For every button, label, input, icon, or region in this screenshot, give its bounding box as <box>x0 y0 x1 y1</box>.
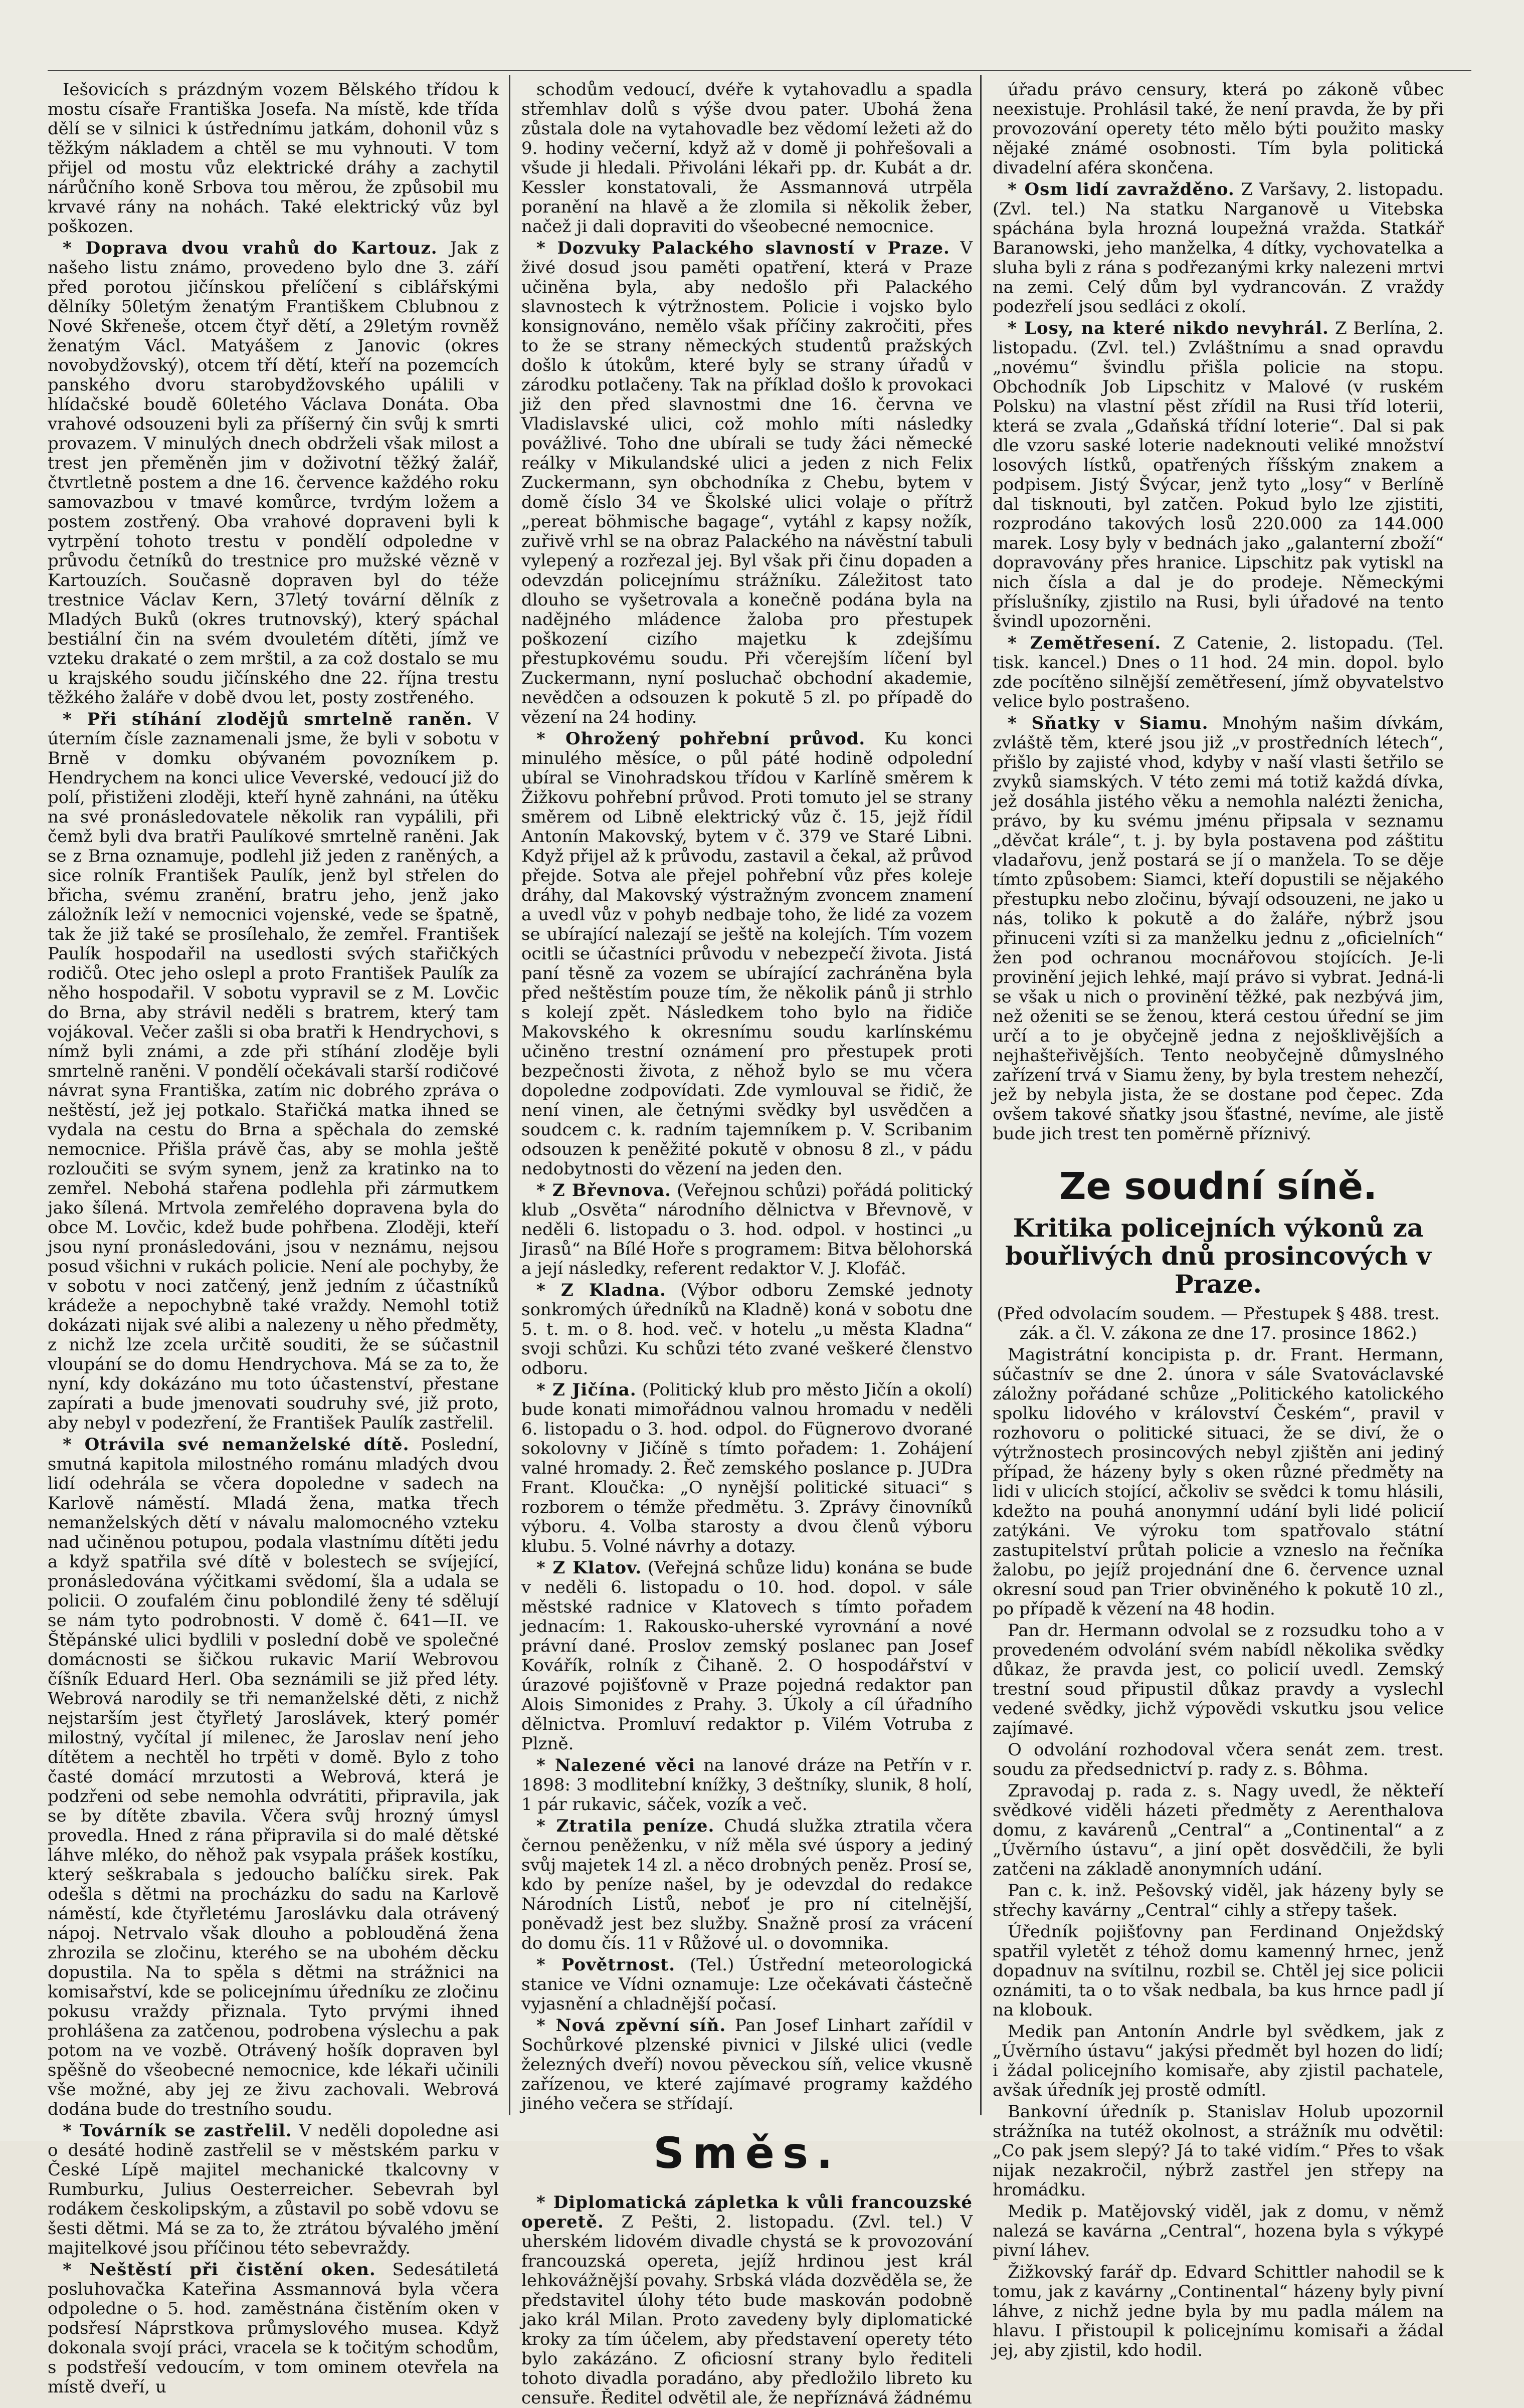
article-text: schodům vedoucí, dvéře k vytahovadlu a spadla střemhlav dolů s výše dvou pater. Ubohá žena zůstala dole na vytahovadle bez vědomí ležeti až do 9. hodiny večerní, když až v domě ji pohřešovali a všude ji hledali. Přivoláni lékaři pp. dr. Kubát a dr. Kessler konstatovali, že Assmannová utrpěla poranění na hlavě a že zlomila si několik žeber, načež ji dali dopraviti do všeobecné nemocnice. <box>521 80 973 237</box>
article-text: Medik p. Matějovský viděl, jak z domu, v němž nalezá se kavárna „Central“, hozena byla s výkypé pivní láhev. <box>993 2201 1444 2261</box>
article-text: O odvolání rozhodoval včera senát zem. trest. soudu za předsednictví p. rady z. s. Bôhma. <box>993 1740 1444 1779</box>
article-heading: * Ztratila peníze. <box>536 1816 715 1836</box>
article-heading: * Z Břevnova. <box>536 1180 671 1200</box>
article-heading: * Z Klatov. <box>536 1558 642 1578</box>
article-heading: * Továrník se zastřelil. <box>63 2121 292 2141</box>
article-text: Pan c. k. inž. Pešovský viděl, jak házeny byly se střechy kavárny „Central“ cihly a střepy tašek. <box>993 1881 1444 1920</box>
article-heading: * Otrávila své nemanželské dítě. <box>63 1435 410 1455</box>
section-title-court: Ze soudní síně. <box>1059 1165 1378 1208</box>
article-text: * Nalezené věci na lanové dráze na Petřín v r. 1898: 3 modlitební knížky, 3 deštníky, slunik, 8 holí, 1 pár rukavic, sáček, vozík a več. <box>521 1755 973 1815</box>
column-2 <box>521 80 973 2408</box>
article-text: * Z Klatov. (Veřejná schůze lidu) konána se bude v neděli 6. listopadu o 10. hod. dopol. v sále městské radnice v Klatovech s tímto pořadem jednacím: 1. Rakousko-uherské vyrovnání a nové právní dané. Proslov zemský poslanec pan Josef Kovářík, rolník z Čihaně. 2. O hospodářství v úrazové pojišťovně v Praze pojedná redaktor pan Alois Simonides z Prahy. 3. Úkoly a cíl úřadního dělnictva. Promluví redaktor p. Vilém Votruba z Plzně. <box>521 1558 973 1754</box>
article-subhead: (Před odvolacím soudem. — Přestupek § 488. trest. zák. a čl. V. zákona ze dne 17. prosince 1862.) <box>997 1304 1440 1343</box>
article-text: * Nová zpěvní síň. Pan Josef Linhart zařídil v Sochůrkové plzenské pivnici v Jilské ulici (vedle železných dveří) novou pěveckou síň, velice vkusně zařízenou, ve které zajímavé programy každého jiného večera se střídají. <box>521 2016 973 2114</box>
article-heading: * Sňatky v Siamu. <box>1008 713 1209 733</box>
article-text: * Osm lidí zavražděno. Z Varšavy, 2. listopadu. (Zvl. tel.) Na statku Narganově u Vitebska spáchána byla hrozná loupežná vražda. Statkář Baranowski, jeho manželka, 4 dítky, vychovatelka a sluha byli z rána s podřezanými krky nalezeni mrtvi na zemi. Celý dům byl vydrancován. Z vraždy podezřelí jsou sedláci z okolí. <box>993 179 1444 317</box>
article-heading: * Ohrožený pohřební průvod. <box>536 729 866 749</box>
article-heading: * Zemětřesení. <box>1008 633 1162 653</box>
article-heading: * Z Jičína. <box>536 1380 637 1400</box>
article-text: * Doprava dvou vrahů do Kartouz. Jak z našeho listu známo, provedeno bylo dne 3. září před porotou jičínskou přelíčení s ciblářskými dělníky 50letým ženatým Františkem Cblubnou z Nové Skřeneše, otcem čtyř dětí, a 29letým rovněž ženatým Václ. Matyášem z Janovic (okres novobydžovský), otcem tří dětí, kteří na pozemcích panského dvoru starobydžovského upálili v hlídačské boudě 60letého Václava Donáta. Oba vrahové odsouzeni byli za příšerný čin svůj k smrti provazem. V minulých dnech obdrželi však milost a trest jen přeměněn jim v doživotní těžký žalář, čtvrtletně postem a dne 16. července každého roku samovazbou v tmavé komůrce, tvrdým ložem a postem zostřený. Oba vrahové dopraveni byli k vytrpění tohoto trestu v pondělí odpoledne v průvodu četníků do trestnice pro mužské vězně v Kartouzích. Současně dopraven byl do téže trestnice Václav Kern, 37letý tovární dělník z Mladých Buků (okres trutnovský), který spáchal bestiální čin na svém dvouletém dítěti, jímž ve vzteku drakaté o zem mrštil, a za což dostalo se mu u krajského soudu jičínského dne 22. října trestu těžkého žaláře v době dvou let, posty zostřeného. <box>48 238 499 708</box>
article-heading: * Povětrnost. <box>536 1955 676 1975</box>
article-text: Pan dr. Hermann odvolal se z rozsudku toho a v provedeném odvolání svém nabídl několika svědky důkaz, že pravda jest, co policií uvedl. Zemský trestní soud připustil důkaz pravdy a vyslechl vedené svědky, jichž výpovědi vskutku jsou velice zajímavé. <box>993 1621 1444 1738</box>
article-text: * Zemětřesení. Z Catenie, 2. listopadu. (Tel. tisk. kancel.) Dnes o 11 hod. 24 min. dopol. bylo zde pocítěno silnější zemětřesení, jímž obyvatelstvo velice bylo postrašeno. <box>993 633 1444 712</box>
top-rule <box>48 70 1471 71</box>
article-text: Bankovní úředník p. Stanislav Holub upozornil strážníka na tutéž okolnost, a strážník mu odvětil: „Co pak jsem slepý? Já to také vidím.“ Přes to však nijak nezakročil, nýbrž zastřel jen střepy na hromádku. <box>993 2102 1444 2200</box>
article-text: * Sňatky v Siamu. Mnohým našim dívkám, zvláště těm, které jsou již „v prostředních létech“, přišlo by zajisté vhod, kdyby v naší vlasti šetřilo se zvyků siamských. V této zemi má totiž každá dívka, jež dosáhla jistého věku a nemohla nalézti ženicha, právo, by ku svému jménu připsala v seznamu „děvčat krále“, t. j. by byla postavena pod záštitu vladařovu, jenž postará se jí o manžela. To se děje tímto způsobem: Siamci, kteří dopustili se nějakého přestupku nebo zločinu, bývají odsouzeni, ne jako u nás, toliko k pokutě a do žaláře, nýbrž jsou přinuceni vzíti si za manželku jednu z „oficielních“ žen pod ochranou mocnářovou stojících. Je-li provinění jejich lehké, mají právo si vybrat. Jedná-li se však u nich o provinění těžké, pak nezbývá jim, než oženiti se se ženou, která cestou úřední se jim určí a to je obyčejně jedna z nejošklivějších a nejhašteřivějších. Tento neobyčejně důmyslného zařízení trvá v Siamu ženy, by byla trestem nehezčí, jež by nebyla jista, že se dostane pod čepec. Zda ovšem takové sňatky jsou šťastné, nevíme, ale jistě bude jich trest ten poměrně příznivý. <box>993 713 1444 1144</box>
article-text: * Ohrožený pohřební průvod. Ku konci minulého měsíce, o půl páté hodině odpolední ubíral se Vinohradskou třídou v Karlíně směrem k Žižkovu pohřební průvod. Proti tomuto jel se strany směrem od Libně elektrický vůz č. 15, jejž řídil Antonín Makovský, bytem v č. 379 ve Staré Libni. Když přijel až k průvodu, zastavil a čekal, až průvod přejde. Sotva ale přejel pohřební vůz přes koleje dráhy, dal Makovský výstražným zvoncem znamení a uvedl vůz v pohyb nedbaje toho, že lidé za vozem se ubírající nalezají se ještě na kolejích. Tím vozem ocitli se účastníci průvodu v nebezpečí života. Jistá paní těsně za vozem se ubírající zachráněna byla před neštěstím pouze tím, že několik pánů ji strhlo s kolejí zpět. Následkem toho bylo na řidiče Makovského k okresnímu soudu karlínskému učiněno trestní oznámení pro přestupek proti bezpečnosti života, z něhož bylo se mu včera dopoledne zodpovídati. Zde vymlouval se řidič, že není vinen, ale četnými svědky byl usvědčen a soudcem c. k. radním tajemníkem p. V. Scribanim odsouzen k peněžité pokutě v obnosu 8 zl., v pádu nedobytnosti do vězení na jeden den. <box>521 729 973 1179</box>
column-1 <box>48 80 499 2397</box>
article-text: Iešovicích s prázdným vozem Bělského třídou k mostu císaře Františka Josefa. Na místě, kde třída dělí se v silnici k ústřednímu jatkám, dohonil vůz s těžkým nákladem a chtěl se mu vyhnouti. V tom přijel od mostu vůz elektrické dráhy a zachytil nárůčního koně Srbova tou měrou, že způsobil mu krvavé rány na nohách. Také elektrický vůz byl poškozen. <box>48 80 499 237</box>
article-text: Medik pan Antonín Andrle byl svědkem, jak z „Úvěrního ústavu“ jakýsi předmět byl hozen do lidí; i žádal policejního komisaře, aby zjistil pachatele, avšak úředník jej prostě odmítl. <box>993 2022 1444 2100</box>
article-text: * Z Kladna. (Výbor odboru Zemské jednoty sonkromých úředníků na Kladně) koná v sobotu dne 5. t. m. o 8. hod. več. v hotelu „u města Kladna“ svoji schůzi. Ku schůzi této zvané veškeré členstvo odboru. <box>521 1280 973 1378</box>
article-heading: * Losy, na které nikdo nevyhrál. <box>1008 318 1329 338</box>
column-3 <box>993 80 1444 2360</box>
section-title-smes: Směs. <box>653 2128 841 2178</box>
article-text: * Ztratila peníze. Chudá služka ztratila včera černou peněženku, v níž měla své úspory a jediný svůj majetek 14 zl. a něco drobných peněz. Prosí se, kdo by peníze našel, by je odevzdal do redakce Národních Listů, neboť je pro ní citelnější, poněvadž jest bez služby. Snažně prosí za vrácení do domu čís. 11 v Růžové ul. o dovomnika. <box>521 1816 973 1953</box>
article-heading: * Diplomatická zápletka k vůli francouzské operetě. <box>521 2192 973 2232</box>
article-heading: * Z Kladna. <box>536 1280 666 1300</box>
article-text: Zpravodaj p. rada z. s. Nagy uvedl, že někteří svědkové viděli házeti předměty z Aerenthalova domu, z kavárenů „Central“ a „Continental“ a z „Úvěrního ústavu“, a jiní opět dosvědčili, že byli zatčeni na základě anonymních udání. <box>993 1781 1444 1879</box>
article-text: * Továrník se zastřelil. V neděli dopoledne asi o desáté hodině zastřelil se v městském parku v České Lípě majitel mechanické tkalcovny v Rumburku, Julius Oesterreicher. Sebevrah byl rodákem českolipským, a zůstavil po sobě vdovu se šesti dětmi. Má se za to, že ztrátou bývalého jmění majitelkové jsou příčinou této sebevraždy. <box>48 2121 499 2258</box>
article-heading: * Nová zpěvní síň. <box>536 2016 726 2036</box>
article-heading: * Osm lidí zavražděno. <box>1008 179 1235 199</box>
article-text: * Z Břevnova. (Veřejnou schůzi) pořádá politický klub „Osvěta“ národního dělnictva v Břevnově, v neděli 6. listopadu o 3. hod. odpol. v hostinci „u Jirasů“ na Bílé Hoře s programem: Bitva bělohorská a její následky, referent redaktor V. J. Klofáč. <box>521 1180 973 1279</box>
article-title: Kritika policejních výkonů za bouřlivých dnů prosincových v Praze. <box>1005 1213 1431 1299</box>
article-text: Úředník pojišťovny pan Ferdinand Onježdský spatřil vyletět z téhož domu kamenný hrnec, jenž dopadnuv na svítilnu, rozbil se. Chtěl jej sice policii oznámiti, ta o to však nedbala, ba kus hrnce padl jí na klobouk. <box>993 1922 1444 2020</box>
article-text: * Neštěstí při čistění oken. Sedesátiletá posluhovačka Kateřina Assmannová byla včera odpoledne o 5. hod. zaměstnána čistěním oken v podsřesí Náprstkova průmyslového musea. Když dokonala svojí práci, vracela se k točitým schodům, s podstřeší vedoucím, v tom ominem otevřela na místě dveří, u <box>48 2260 499 2397</box>
article-text: úřadu právo censury, která po zákoně vůbec neexistuje. Prohlásil také, že není pravda, že by při provozování operety této mělo býti použito masky nějaké známé osobnosti. Tím byla politická divadelní aféra skončena. <box>993 80 1444 178</box>
article-heading: * Při stíhání zlodějů smrtelně raněn. <box>63 709 473 729</box>
article-text: * Otrávila své nemanželské dítě. Poslední, smutná kapitola milostného románu mladých dvou lidí odehrála se včera dopoledne v sadech na Karlově náměstí. Mladá žena, matka třech nemanželských dětí v návalu malomocného vzteku nad učiněnou potupou, podala vlastnímu dítěti jedu a když spatřila své dítě v bolestech se svíjející, pronásledována výčitkami svědomí, šla a udala se policii. O zoufalém činu poblondilé ženy té sdělují se nám tyto podrobnosti. V domě č. 641—II. ve Štěpánské ulici bydlili v poslední době ve společné domácnosti se šičkou rukavic Marií Webrovou číšník Eduard Herl. Oba seznámili se již před léty. Webrová narodily se tři nemanželské děti, z nichž nejstarším jest čtyřletý Jaroslávek, který pomér milostný, vyčítal jí milenec, že Jaroslav není jeho dítětem a nechtěl ho trpěti v domě. Bylo z toho časté domácí mrzutosti a Webrová, která je podzřeni od sebe nemohla odvrátiti, připravila, jak se by dítěte zbavila. Včera svůj hrozný úmysl provedla. Hned z rána připravila si do malé dětské láhve mléko, do něhož pak vsypala prášek kostíku, který seškrabala s jedoucho balíčku sirek. Pak odešla s dětmi na procházku do sadu na Karlově náměstí, kde čtyřletému Jaroslávku dala otrávený nápoj. Netrvalo však dlouho a poblouděná žena zhrozila se zločinu, kterého se na ubohém děcku dopustila. Na to spěla s dětmi na strážnici na komisařství, kde se policejnímu úředníku ze zločinu pokusu vraždy přiznala. Tyto prvými ihned prohlášena za zatčenou, podrobena výslechu a pak potom na ve vozbě. Otrávený hošík dopraven byl spěšně do všeobecné nemocnice, kde lékaři učinili vše možné, aby jej ze živu zachovali. Webrová dodána bude do trestního soudu. <box>48 1435 499 2119</box>
article-text: * Při stíhání zlodějů smrtelně raněn. V úterním čísle zaznamenali jsme, že byli v sobotu v Brně v domku obývaném povozníkem p. Hendrychem na konci ulice Veverské, vedoucí již do polí, přistiženi zloději, kteří hyně zahnáni, na útěku na své pronásledovatele několik ran vypálili, při čemž byli dva bratři Paulíkové smrtelně raněni. Jak se z Brna oznamuje, podlehl již jeden z raněných, a sice rolník František Paulík, jenž byl střelen do břicha, svému zranění, bratru jeho, jenž jako záložník leží v nemocnici vojenské, vede se špatně, tak že již také se prosílehalo, že zemřel. František Paulík hospodařil na usedlosti svých stařičkých rodičů. Otec jeho oslepl a proto František Paulík za něho hospodařil. V sobotu vypravil se z M. Lovčic do Brna, aby strávil neděli s bratrem, který tam vojákoval. Večer zašli si oba bratři k Hendrychovi, s nímž byli známi, a zde při stíhání zloděje byli smrtelně raněni. V pondělí očekávali starší rodičové návrat syna Františka, zatím nic dobrého zpráva o neštěstí, jež jej potkalo. Stařičká matka ihned se vydala na cestu do Brna a spěchala do zemské nemocnice. Přišla právě čas, aby se mohla ještě rozloučiti se svým synem, jenž za kratinko na to zemřel. Nebohá stařena podlehla při zármutkem jako šílená. Mrtvola zemřelého dopravena byla do obce M. Lovčic, kdež bude pohřbena. Zloději, kteří jsou nyní pronásledováni, jsou v neznámu, nejsou posud všichni v rukách policie. Není ale pochyby, že v sobotu v noci zatčený, jenž jedním z účastníků krádeže a nepochybně také vraždy. Nemohl totiž dokázati nijak své alibi a nalezeny u něho předměty, z nichž lze zcela určitě souditi, že se súčastnil vloupání se do domu Hendrychova. Má se za to, že nyní, kdy dokázáno mu toto účastenství, přestane zapírati a bude jmenovati soudruhy své, již proto, aby nebyl v podezření, že František Paulík zastřelil. <box>48 709 499 1433</box>
article-heading: * Nalezené věci <box>536 1755 696 1775</box>
article-heading: * Dozvuky Palackého slavností v Praze. <box>536 238 950 258</box>
article-heading: * Doprava dvou vrahů do Kartouz. <box>63 238 438 258</box>
article-text: * Dozvuky Palackého slavností v Praze. V živé dosud jsou paměti opatření, která v Praze učiněna byla, aby nedošlo při Palackého slavnostech k výtržnostem. Policie i vojsko bylo konsignováno, nemělo však příčiny zakročiti, přes to že se strany německých studentů pražských došlo k útokům, které byly se strany úřadů v zárodku potlačeny. Tak na příklad došlo k provokaci již den před slavnostmi dne 16. června ve Vladislavské ulici, což mohlo míti následky povážlivé. Toho dne ubírali se tudy žáci německé reálky v Mikulandské ulici a jeden z nich Felix Zuckermann, syn obchodníka z Chebu, bytem v domě číslo 34 ve Školské ulici volaje o přítrž „pereat böhmische bagage“, vytáhl z kapsy nožík, zuřivě vrhl se na obraz Palackého na návěstní tabuli vylepený a rozřezal jej. Byl však při činu dopaden a odevzdán policejnímu strážníku. Záležitost tato dlouho se vyšetrovala a konečně podána byla na nadějného mládence žaloba pro přestupek poškození cizího majetku k zdejšímu přestupkovému soudu. Při včerejším líčení byl Zuckermann, nyní posluchač obchodní akademie, nevědčen a odsouzen k pokutě 5 zl. po případě do vězení na 24 hodiny. <box>521 238 973 727</box>
article-text: Magistrátní koncipista p. dr. Frant. Hermann, súčastnív se dne 2. února v sále Svatováclavské záložny pořádané schůze „Politického katolického spolku lidového v království Českém“, pravil v rozhovoru o politické situaci, že se diví, že o výtržnostech prosincových nebyl zjištěn ani jediný případ, že házeny byly s oken různé předměty na lidi v ulicích stojící, ačkoliv se svědci k tomu hlásili, kdežto na pouhá anonymní udání byli lidé policií zatýkáni. Ve výroku tom spatřovalo státní zastupitelství průtah policie a vzneslo na řečníka žalobu, po jejíž projednání dne 6. července uznal okresní soud pan Trier obviněného k pokutě 10 zl., po případě k vězení na 48 hodin. <box>993 1345 1444 1619</box>
article-text: * Z Jičína. (Politický klub pro město Jičín a okolí) bude konati mimořádnou valnou hromadu v neděli 6. listopadu o 3. hod. odpol. do Fügnerovo dvorané sokolovny v Jičíně s tímto pořadem: 1. Zohájení valné hromady. 2. Řeč zemského poslance p. JUDra Frant. Kloučka: „O nynější politické situaci“ s rozborem o témže předmětu. 3. Zprávy činovníků výboru. 4. Volba starosty a dvou členů výboru klubu. 5. Volné návrhy a dotazy. <box>521 1380 973 1556</box>
article-text: Žižkovský farář dp. Edvard Schittler nahodil se k tomu, jak z kavárny „Continental“ házeny byly pivní láhve, z nichž jedne byla by mu padla málem na hlavu. I přistoupil k policejnímu komisaři a žádal jej, aby zjistil, kdo hodil. <box>993 2262 1444 2360</box>
article-text: * Povětrnost. (Tel.) Ústřední meteorologická stanice ve Vídni oznamuje: Lze očekávati částečně vyjasnění a chladnější počasí. <box>521 1955 973 2014</box>
column-rule-2 <box>980 75 982 2115</box>
column-rule-1 <box>509 75 510 2115</box>
article-text: * Losy, na které nikdo nevyhrál. Z Berlína, 2. listopadu. (Zvl. tel.) Zvláštnímu a snad opravdu „novému“ švindlu přišla policie na stopu. Obchodník Job Lipschitz v Malové (v ruském Polsku) na vlastní pěst zřídil na Rusi tříd loterii, která se zvala „Gdaňská třídní loterie“. Dal si pak dle vzoru saské loterie nadeknouti veliké množství losových lístků, opatřených říšským znakem a podpisem. Jistý Švýcar, jenž tyto „losy“ v Berlíně dal tisknouti, byl zatčen. Pokud bylo lze zjistiti, rozprodáno takových losů 220.000 za 144.000 marek. Losy byly v bednách jako „galanterní zboží“ dopravovány přes hranice. Lipschitz pak vytiskl na nich čísla a dal je do prodeje. Německými příslušníky, zjistilo na Rusi, byli úřadové na tento švindl upozorněni. <box>993 318 1444 632</box>
article-heading: * Neštěstí při čistění oken. <box>63 2260 376 2280</box>
article-text: * Diplomatická zápletka k vůli francouzské operetě. Z Pešti, 2. listopadu. (Zvl. tel.) V uherském lidovém divadle chystá se k provozování francouzská opereta, jejíž hrdinou jest král lehkovážnější povahy. Srbská vláda dozvěděla se, že představitel úlohy této bude maskován podobně jako král Milan. Proto zavedeny byly diplomatické kroky za tím účelem, aby představení operety této bylo zakázáno. Z oficiosní strany bylo řediteli tohoto divadla poradáno, aby předložilo libreto ku censuře. Ředitel odvětil ale, že nepříznává žádnému <box>521 2192 973 2408</box>
